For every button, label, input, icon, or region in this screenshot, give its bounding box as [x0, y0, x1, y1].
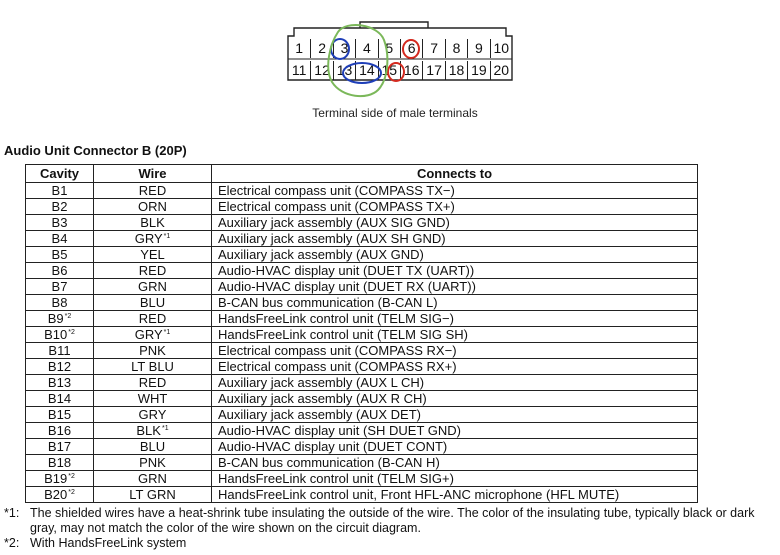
table-row — [26, 231, 698, 247]
connects-to-cell: Audio-HVAC display unit (DUET RX (UART)) — [212, 279, 698, 295]
connects-to-cell: HandsFreeLink control unit (TELM SIG−) — [212, 311, 698, 327]
footnote-text: With HandsFreeLink system — [30, 536, 187, 550]
wire-value: BLU — [139, 439, 166, 454]
cavity-value: B13 — [47, 375, 72, 390]
wire-value: RED — [138, 263, 167, 278]
wire-value: GRY — [138, 407, 167, 422]
pin-label: 13 — [333, 61, 355, 80]
connects-to-cell: Electrical compass unit (COMPASS RX−) — [212, 343, 698, 359]
table-row — [26, 311, 698, 327]
cavity-cell — [26, 311, 94, 327]
cavity-cell — [26, 375, 94, 391]
connects-to-cell: Auxiliary jack assembly (AUX SH GND) — [212, 231, 698, 247]
connects-to-cell: Auxiliary jack assembly (AUX SIG GND) — [212, 215, 698, 231]
wire-value: WHT — [137, 391, 168, 406]
footnote-key: *1: — [4, 506, 20, 520]
footnote-1 — [4, 506, 774, 536]
header-connects-to: Connects to — [212, 165, 698, 183]
connects-to-cell: Auxiliary jack assembly (AUX DET) — [212, 407, 698, 423]
table-row — [26, 295, 698, 311]
cavity-cell — [26, 215, 94, 231]
wire-cell — [94, 311, 212, 327]
wire-cell — [94, 359, 212, 375]
cavity-value: B20 — [44, 487, 68, 502]
note-marker: *2 — [68, 473, 75, 480]
connects-to-cell: Auxiliary jack assembly (AUX R CH) — [212, 391, 698, 407]
pin-label: 17 — [422, 61, 444, 80]
connects-to-cell: Auxiliary jack assembly (AUX GND) — [212, 247, 698, 263]
cavity-cell — [26, 423, 94, 439]
cavity-value: B1 — [51, 183, 68, 198]
wire-cell — [94, 247, 212, 263]
table-header-row — [26, 165, 698, 183]
wire-value: ORN — [138, 199, 167, 214]
table-row — [26, 199, 698, 215]
cavity-value: B5 — [51, 247, 68, 262]
wire-value: BLK — [136, 423, 161, 438]
wire-cell — [94, 391, 212, 407]
wire-cell — [94, 279, 212, 295]
cavity-cell — [26, 199, 94, 215]
note-marker: *2 — [68, 329, 75, 336]
table-row — [26, 327, 698, 343]
pin-label: 15 — [378, 61, 400, 80]
footnote-key: *2: — [4, 536, 20, 550]
cavity-value: B19 — [44, 471, 68, 486]
wire-cell — [94, 263, 212, 279]
wire-cell — [94, 375, 212, 391]
wire-cell — [94, 455, 212, 471]
note-marker: *1 — [163, 233, 171, 240]
wire-value: GRY — [134, 231, 163, 246]
cavity-value: B11 — [48, 343, 71, 358]
cavity-value: B9 — [47, 311, 64, 326]
connects-to-cell: Electrical compass unit (COMPASS TX−) — [212, 183, 698, 199]
table-row — [26, 423, 698, 439]
pin-label: 12 — [310, 61, 332, 80]
pin-label: 9 — [467, 39, 489, 58]
table-title: Audio Unit Connector B (20P) — [4, 143, 187, 158]
cavity-value: B14 — [47, 391, 72, 406]
pin-label: 2 — [310, 39, 332, 58]
wire-value: RED — [138, 375, 167, 390]
wire-value: GRN — [138, 279, 167, 294]
pin-label: 16 — [400, 61, 422, 80]
table-row — [26, 359, 698, 375]
wire-value: RED — [138, 183, 167, 198]
cavity-cell — [26, 487, 94, 503]
footnote-text: The shielded wires have a heat-shrink tube insulating the outside of the wire. The color of the insulating tube, typically black or dark gray, may not match the color of the wire shown on the circuit diagram. — [30, 506, 755, 535]
cavity-cell — [26, 343, 94, 359]
connects-to-cell: Audio-HVAC display unit (DUET TX (UART)) — [212, 263, 698, 279]
connects-to-cell: B-CAN bus communication (B-CAN H) — [212, 455, 698, 471]
wire-value: LT GRN — [129, 487, 176, 502]
wire-cell — [94, 295, 212, 311]
wire-cell — [94, 407, 212, 423]
header-cavity: Cavity — [26, 165, 94, 183]
connects-to-cell: Auxiliary jack assembly (AUX L CH) — [212, 375, 698, 391]
wire-cell — [94, 199, 212, 215]
table-row — [26, 439, 698, 455]
wire-value: BLU — [139, 295, 166, 310]
table-row — [26, 375, 698, 391]
cavity-cell — [26, 279, 94, 295]
footnotes — [4, 506, 774, 551]
cavity-value: B16 — [47, 423, 72, 438]
wire-cell — [94, 487, 212, 503]
connects-to-cell: HandsFreeLink control unit (TELM SIG+) — [212, 471, 698, 487]
cavity-cell — [26, 231, 94, 247]
cavity-value: B8 — [51, 295, 68, 310]
pin-label: 8 — [445, 39, 467, 58]
note-marker: *1 — [163, 329, 171, 336]
cavity-cell — [26, 247, 94, 263]
cavity-cell — [26, 455, 94, 471]
cavity-value: B18 — [47, 455, 72, 470]
cavity-cell — [26, 263, 94, 279]
connects-to-cell: HandsFreeLink control unit, Front HFL-ANC microphone (HFL MUTE) — [212, 487, 698, 503]
wire-value: RED — [138, 311, 167, 326]
cavity-cell — [26, 327, 94, 343]
connects-to-cell: B-CAN bus communication (B-CAN L) — [212, 295, 698, 311]
table-row — [26, 343, 698, 359]
cavity-value: B3 — [51, 215, 68, 230]
table-row — [26, 407, 698, 423]
wire-cell — [94, 183, 212, 199]
note-marker: *1 — [161, 425, 169, 432]
wire-value: PNK — [139, 455, 166, 470]
pin-label: 11 — [291, 62, 307, 78]
pin-label: 3 — [333, 39, 355, 58]
cavity-cell — [26, 439, 94, 455]
cavity-value: B17 — [47, 439, 72, 454]
wire-cell — [94, 439, 212, 455]
table-row — [26, 471, 698, 487]
pinout-table — [25, 164, 698, 503]
cavity-value: B2 — [51, 199, 68, 214]
wire-cell — [94, 423, 212, 439]
connects-to-cell: Audio-HVAC display unit (DUET CONT) — [212, 439, 698, 455]
wire-cell — [94, 231, 212, 247]
note-marker: *2 — [64, 313, 72, 320]
green-mark-loop — [328, 25, 387, 96]
table-row — [26, 247, 698, 263]
connects-to-cell: Electrical compass unit (COMPASS TX+) — [212, 199, 698, 215]
header-wire: Wire — [94, 165, 212, 183]
connector-diagram — [280, 18, 520, 90]
cavity-cell — [26, 295, 94, 311]
pin-label: 6 — [400, 39, 422, 58]
pin-label: 7 — [422, 39, 444, 58]
cavity-value: B10 — [44, 327, 68, 342]
table-row — [26, 391, 698, 407]
table-row — [26, 183, 698, 199]
cavity-value: B4 — [51, 231, 68, 246]
connects-to-cell: HandsFreeLink control unit (TELM SIG SH) — [212, 327, 698, 343]
pin-label: 1 — [295, 40, 304, 56]
cavity-value: B15 — [47, 407, 72, 422]
cavity-cell — [26, 359, 94, 375]
pin-label: 18 — [445, 61, 467, 80]
table-row — [26, 487, 698, 503]
pin-label: 5 — [378, 39, 400, 58]
blue-mark-pin13-14 — [343, 63, 381, 83]
cavity-value: B7 — [51, 279, 68, 294]
pin-label: 20 — [490, 61, 512, 80]
pin-label: 10 — [490, 39, 512, 58]
wire-value: BLK — [140, 215, 165, 230]
red-mark-pin5 — [403, 40, 419, 58]
footnote-2 — [4, 536, 774, 551]
wire-value: PNK — [139, 343, 166, 358]
wire-value: LT BLU — [131, 359, 174, 374]
pin-label: 19 — [467, 61, 489, 80]
wire-cell — [94, 343, 212, 359]
table-row — [26, 279, 698, 295]
cavity-value: B12 — [47, 359, 72, 374]
cavity-cell — [26, 391, 94, 407]
table-row — [26, 215, 698, 231]
connector-caption: Terminal side of male terminals — [312, 106, 478, 120]
cavity-cell — [26, 407, 94, 423]
red-mark-pin15 — [388, 63, 404, 81]
wire-cell — [94, 327, 212, 343]
wire-value: YEL — [140, 247, 165, 262]
highlight-marks — [280, 18, 520, 108]
cavity-value: B6 — [51, 263, 68, 278]
wire-value: GRN — [138, 471, 167, 486]
connects-to-cell: Electrical compass unit (COMPASS RX+) — [212, 359, 698, 375]
pin-label: 4 — [355, 39, 377, 58]
table-row — [26, 263, 698, 279]
cavity-cell — [26, 471, 94, 487]
cavity-cell — [26, 183, 94, 199]
wire-value: GRY — [134, 327, 163, 342]
pin-label: 14 — [355, 61, 377, 80]
table-row — [26, 455, 698, 471]
wire-cell — [94, 215, 212, 231]
wire-cell — [94, 471, 212, 487]
note-marker: *2 — [68, 489, 75, 496]
connects-to-cell: Audio-HVAC display unit (SH DUET GND) — [212, 423, 698, 439]
